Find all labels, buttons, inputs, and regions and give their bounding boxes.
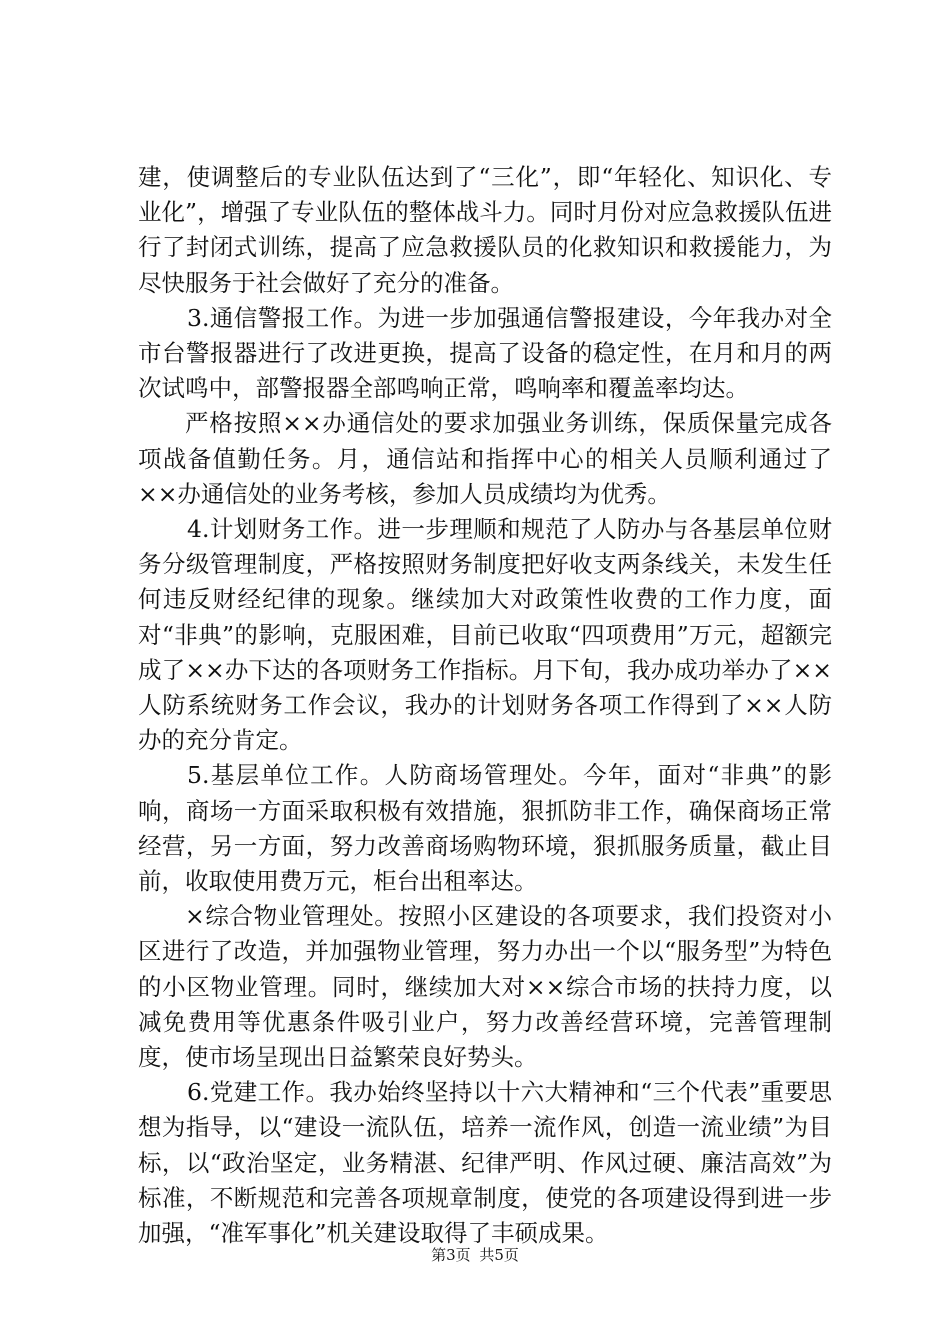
paragraph-grassroots-units: 5.基层单位工作。人防商场管理处。今年，面对“非典”的影响，商场一方面采取积极有效措施，狠抓防非工作，确保商场正常经营，另一方面，努力改善商场购物环境，狠抓服务质量，截止目前，收取使用费万元，柜台出租率达。 (138, 761, 832, 896)
paragraph-property-management: ×综合物业管理处。按照小区建设的各项要求，我们投资对小区进行了改造，并加强物业管理，努力办出一个以“服务型”为特色的小区物业管理。同时，继续加大对××综合市场的扶持力度，以减免费用等优惠条件吸引业户，努力改善经营环境，完善管理制度，使市场呈现出日益繁荣良好势头。 (138, 902, 832, 1072)
page-footer: 第3页 共5页 (431, 1246, 519, 1264)
paragraph-finance: 4.计划财务工作。进一步理顺和规范了人防办与各基层单位财务分级管理制度，严格按照财务制度把好收支两条线关，未发生任何违反财经纪律的现象。继续加大对政策性收费的工作力度，面对“非典”的影响，克服困难，目前已收取“四项费用”万元，超额完成了××办下达的各项财务工作指标。月下旬，我办成功举办了××人防系统财务工作会议，我办的计划财务各项工作得到了××人防办的充分肯定。 (138, 515, 832, 755)
paragraph-party-building: 6.党建工作。我办始终坚持以十六大精神和“三个代表”重要思想为指导，以“建设一流队伍，培养一流作风，创造一流业绩”为目标，以“政治坚定，业务精湛、纪律严明、作风过硬、廉洁高效”为标准，不断规范和完善各项规章制度，使党的各项建设得到进一步加强，“准军事化”机关建设取得了丰硕成果。 (138, 1078, 832, 1248)
paragraph-continuation: 建，使调整后的专业队伍达到了“三化”，即“年轻化、知识化、专业化”，增强了专业队伍的整体战斗力。同时月份对应急救援队伍进行了封闭式训练，提高了应急救援队员的化救知识和救援能力，为尽快服务于社会做好了充分的准备。 (138, 163, 832, 297)
paragraph-training: 严格按照××办通信处的要求加强业务训练，保质保量完成各项战备值勤任务。月，通信站和指挥中心的相关人员顺利通过了××办通信处的业务考核，参加人员成绩均为优秀。 (138, 409, 832, 508)
paragraph-communications-alarm: 3.通信警报工作。为进一步加强通信警报建设，今年我办对全市台警报器进行了改进更换，提高了设备的稳定性，在月和月的两次试鸣中，部警报器全部鸣响正常，鸣响率和覆盖率均达。 (138, 303, 832, 403)
document-body (138, 160, 832, 1251)
